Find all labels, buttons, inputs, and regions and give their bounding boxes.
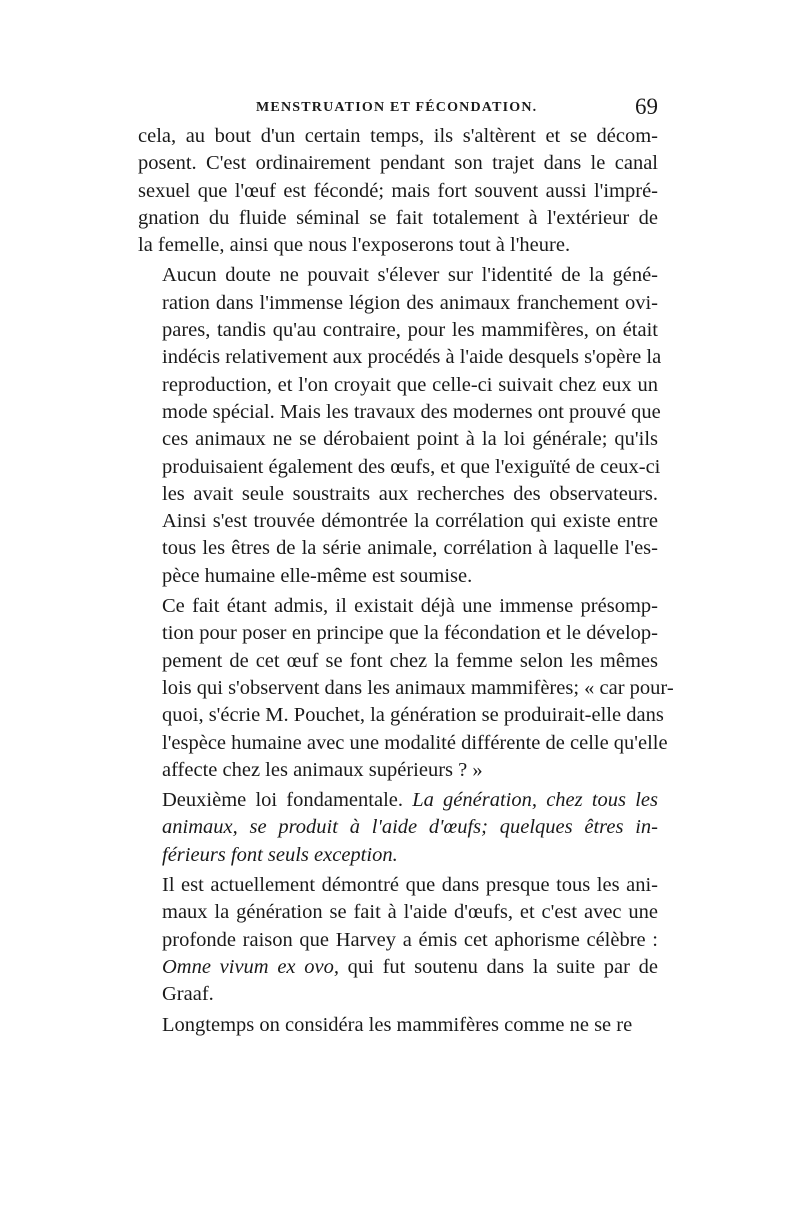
text-line: Ce fait étant admis, il existait déjà une immense présomp- <box>162 595 658 618</box>
running-title: MENSTRUATION ET FÉCONDATION. <box>256 100 538 115</box>
text-line: indécis relativement aux procédés à l'aide desquels s'opère la <box>162 346 662 369</box>
paragraph-3 <box>138 593 674 784</box>
text-line: Il est actuellement démontré que dans presque tous les ani- <box>162 874 658 897</box>
text-line: l'espèce humaine avec une modalité différente de celle qu'elle <box>162 731 668 754</box>
text-line: gnation du fluide séminal se fait totalement à l'extérieur de <box>138 206 658 229</box>
text-line: mode spécial. Mais les travaux des modernes ont prouvé que <box>162 400 661 423</box>
law-label: Deuxième loi fondamentale. <box>162 789 413 812</box>
text-span: qui fut soutenu dans la suite par de <box>338 955 659 978</box>
text-line: ces animaux ne se dérobaient point à la loi générale; qu'ils <box>162 428 658 451</box>
law-statement: animaux, se produit à l'aide d'œufs; quelques êtres in- <box>162 816 658 839</box>
text-line: les avait seule soustraits aux recherches des observateurs. <box>162 482 658 505</box>
text-line: posent. C'est ordinairement pendant son trajet dans le canal <box>138 152 658 175</box>
text-line <box>138 814 658 841</box>
latin-aphorism: Omne vivum ex ovo, <box>162 955 339 978</box>
text-line: reproduction, et l'on croyait que celle-ci suivait chez eux un <box>162 373 658 396</box>
page-number: 69 <box>635 94 658 119</box>
paragraph-2 <box>138 262 662 590</box>
text-line: pèce humaine elle-même est soumise. <box>162 564 473 587</box>
text-line: tous les êtres de la série animale, corrélation à laquelle l'es- <box>162 537 658 560</box>
text-line: tion pour poser en principe que la fécondation et le dévelop- <box>162 622 658 645</box>
text-line: Graaf. <box>162 983 214 1006</box>
text-line: ration dans l'immense légion des animaux franchement ovi- <box>162 291 658 314</box>
text-line: pement de cet œuf se font chez la femme selon les mêmes <box>162 649 658 672</box>
text-line: la femelle, ainsi que nous l'exposerons tout à l'heure. <box>138 234 571 257</box>
paragraph-5 <box>138 872 658 1008</box>
text-line: Ainsi s'est trouvée démontrée la corrélation qui existe entre <box>162 510 658 533</box>
text-line <box>138 842 658 869</box>
text-line <box>138 787 658 814</box>
text-line: maux la génération se fait à l'aide d'œufs, et c'est avec une <box>162 901 658 924</box>
text-line: affecte chez les animaux supérieurs ? » <box>162 758 483 781</box>
text-line <box>138 954 658 981</box>
text-line: produisaient également des œufs, et que l'exiguïté de ceux-ci <box>162 455 661 478</box>
page-header <box>138 96 658 124</box>
text-line: lois qui s'observent dans les animaux mammifères; « car pour- <box>162 676 674 699</box>
law-statement: férieurs font seuls exception. <box>162 843 398 866</box>
paragraph-4 <box>138 787 658 869</box>
body-text <box>138 123 674 1039</box>
text-line: Aucun doute ne pouvait s'élever sur l'identité de la géné- <box>162 264 658 287</box>
text-line: Longtemps on considéra les mammifères comme ne se re <box>162 1013 633 1036</box>
text-line: quoi, s'écrie M. Pouchet, la génération se produirait-elle dans <box>162 704 664 727</box>
paragraph-1 <box>138 123 658 259</box>
text-line: pares, tandis qu'au contraire, pour les mammifères, on était <box>162 319 658 342</box>
text-line: cela, au bout d'un certain temps, ils s'altèrent et se décom- <box>138 125 658 147</box>
law-statement: La génération, chez tous les <box>412 789 658 812</box>
paragraph-6 <box>138 1012 658 1039</box>
text-line: profonde raison que Harvey a émis cet aphorisme célèbre : <box>162 928 658 951</box>
text-line: sexuel que l'œuf est fécondé; mais fort souvent aussi l'impré- <box>138 179 658 202</box>
